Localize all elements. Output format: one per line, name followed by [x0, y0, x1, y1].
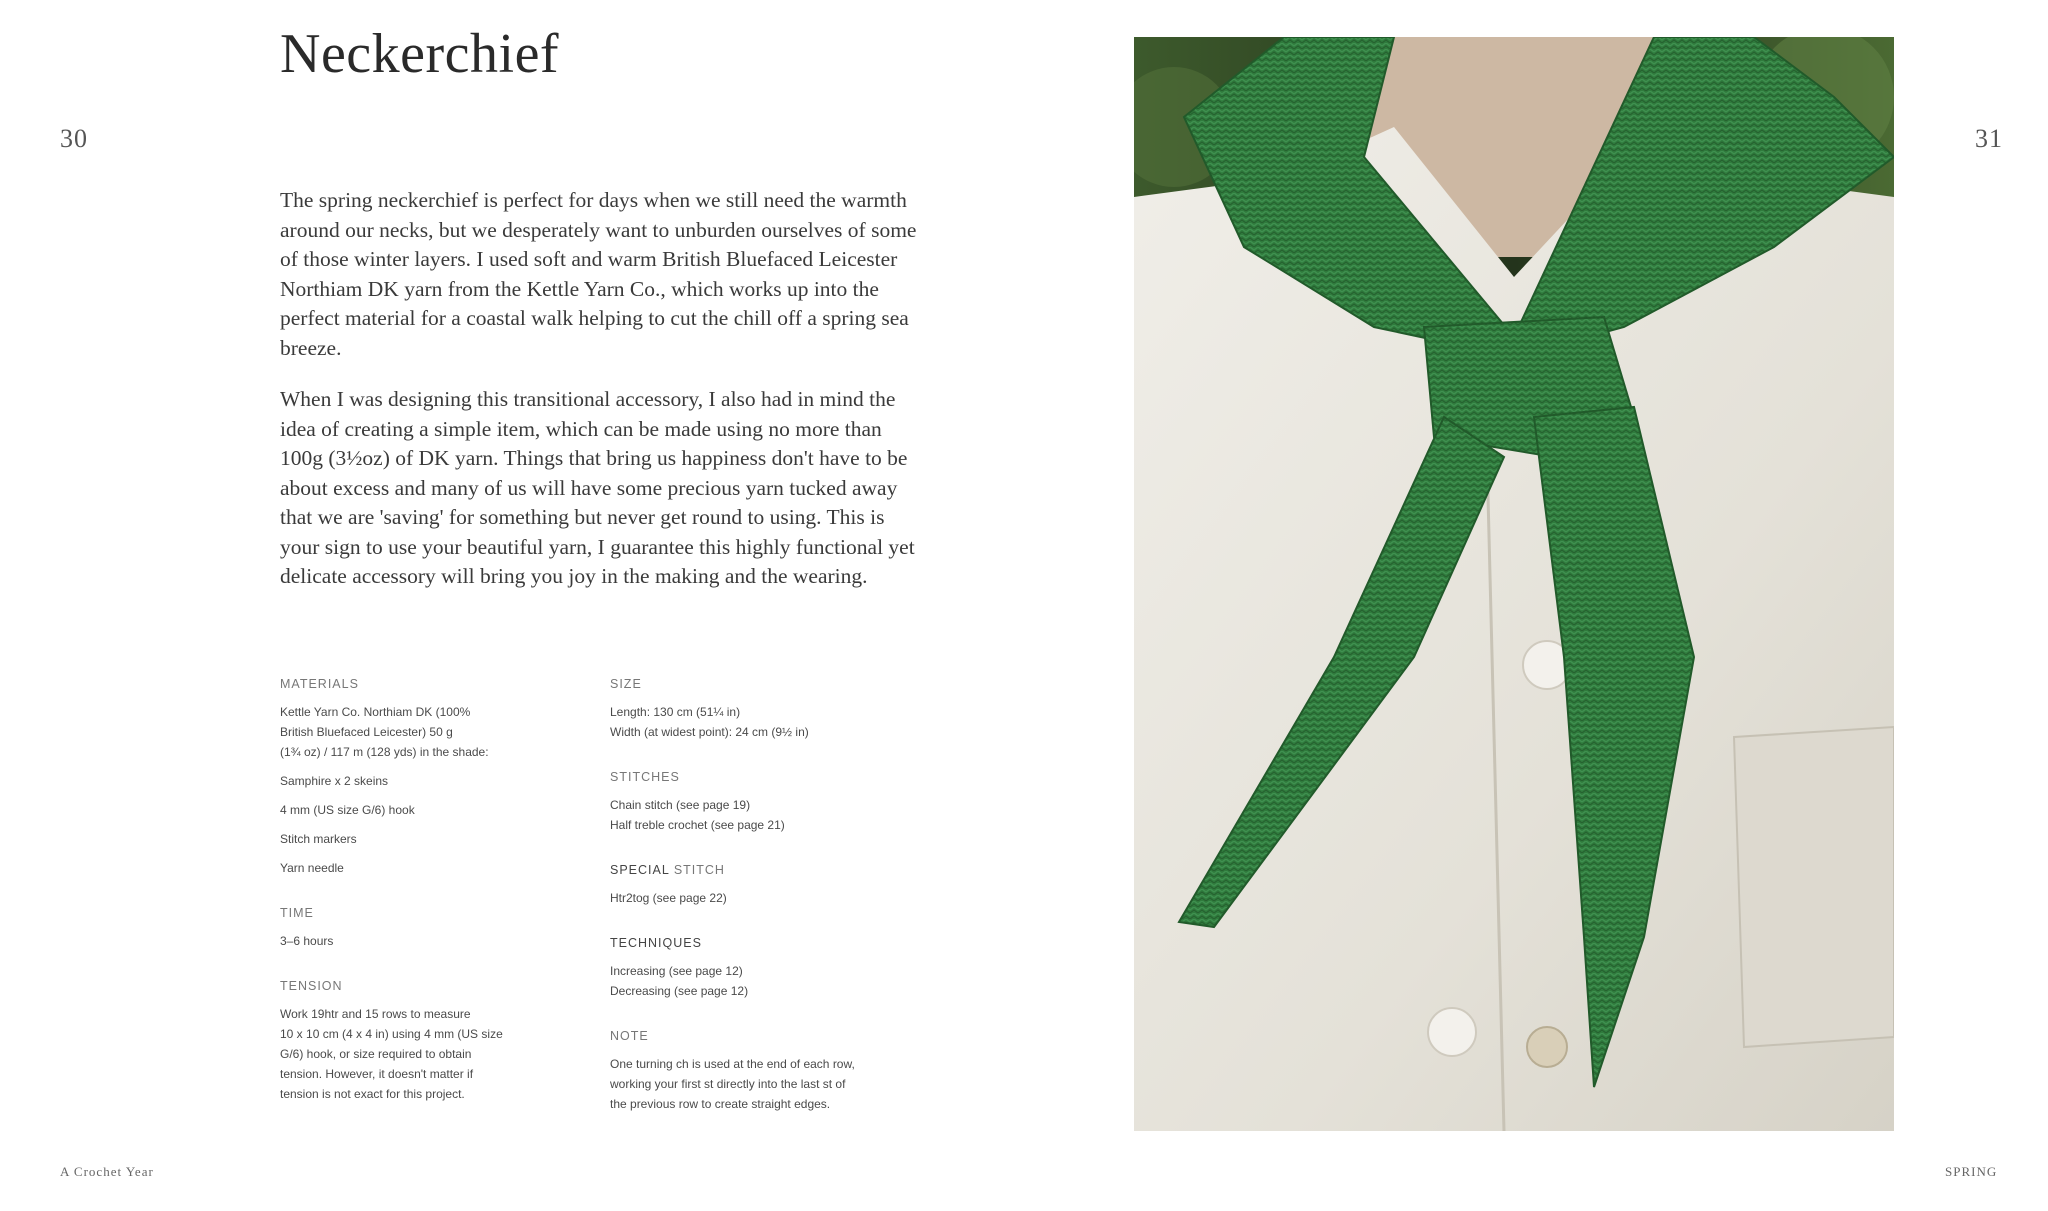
stitches-line: Half treble crochet (see page 21)	[610, 818, 785, 832]
tension-line: G/6) hook, or size required to obtain	[280, 1047, 472, 1061]
footer-book-title: A Crochet Year	[60, 1164, 154, 1179]
tension-line: 10 x 10 cm (4 x 4 in) using 4 mm (US size	[280, 1027, 503, 1041]
materials-item: 4 mm (US size G/6) hook	[280, 803, 415, 817]
materials-heading: MATERIALS	[280, 677, 359, 691]
special-stitch-heading-part2: STITCH	[669, 863, 725, 877]
shirt-pocket	[1734, 727, 1894, 1047]
special-stitch-heading	[610, 863, 940, 877]
size-heading: SIZE	[610, 677, 642, 691]
left-page-number: 30	[60, 124, 88, 153]
time-heading: TIME	[280, 906, 314, 920]
tension-line: tension. However, it doesn't matter if	[280, 1067, 474, 1081]
time-value: 3–6 hours	[280, 934, 334, 948]
size-section	[610, 677, 940, 742]
materials-section	[280, 677, 580, 878]
techniques-heading	[610, 936, 940, 950]
intro-paragraph-1: The spring neckerchief is perfect for days when we still need the warmth around our necks, but we desperately want to unburden ourselves of some of those winter layers. I used soft and warm British Bluefaced Leicester Northiam DK yarn from the Kettle Yarn Co., which works up into the perfect material for a coastal walk helping to cut the chill off a spring sea breeze.	[280, 188, 917, 360]
neckerchief-photo	[1134, 37, 1894, 1131]
tension-line: Work 19htr and 15 rows to measure	[280, 1007, 471, 1021]
materials-line: Kettle Yarn Co. Northiam DK (100%	[280, 705, 471, 719]
size-line: Length: 130 cm (51¼ in)	[610, 705, 741, 719]
footer-section-name: SPRING	[1945, 1164, 1998, 1179]
special-stitch-section	[610, 863, 940, 908]
shirt-button-icon	[1428, 1008, 1476, 1056]
note-heading: NOTE	[610, 1029, 649, 1043]
materials-item: Stitch markers	[280, 832, 357, 846]
note-line: the previous row to create straight edges.	[610, 1097, 831, 1111]
materials-item: Samphire x 2 skeins	[280, 774, 389, 788]
shirt-button-icon	[1527, 1027, 1567, 1067]
note-line: One turning ch is used at the end of each row,	[610, 1057, 855, 1071]
special-stitch-line: Htr2tog (see page 22)	[610, 891, 727, 905]
info-column-right	[610, 677, 940, 1142]
techniques-line: Increasing (see page 12)	[610, 964, 743, 978]
time-section	[280, 906, 580, 951]
note-line: working your first st directly into the last st of	[610, 1077, 846, 1091]
tension-line: tension is not exact for this project.	[280, 1087, 465, 1101]
stitches-line: Chain stitch (see page 19)	[610, 798, 751, 812]
neckerchief-illustration	[1134, 37, 1894, 1131]
special-stitch-heading-part1: SPECIAL	[610, 863, 670, 877]
intro-paragraph-2: When I was designing this transitional accessory, I also had in mind the idea of creating a simple item, which can be made using no more than 100g (3½oz) of DK yarn. Things that bring us happiness don't have to be about excess and many of us will have some precious yarn tucked away that we are 'saving' for something but never get round to using. This is your sign to use your beautiful yarn, I guarantee this highly functional yet delicate accessory will bring you joy in the making and the wearing.	[280, 387, 915, 588]
techniques-heading-text: TECHNIQUES	[610, 936, 702, 950]
intro-text	[280, 186, 920, 614]
size-line: Width (at widest point): 24 cm (9½ in)	[610, 725, 809, 739]
note-section	[610, 1029, 940, 1114]
tension-section	[280, 979, 580, 1104]
techniques-line: Decreasing (see page 12)	[610, 984, 749, 998]
right-page-number: 31	[1975, 124, 2003, 153]
stitches-section	[610, 770, 940, 835]
info-column-left	[280, 677, 580, 1132]
techniques-section	[610, 936, 940, 1001]
tension-heading: TENSION	[280, 979, 343, 993]
materials-line: British Bluefaced Leicester) 50 g	[280, 725, 453, 739]
page-title: Neckerchief	[280, 23, 560, 85]
stitches-heading: STITCHES	[610, 770, 680, 784]
materials-item: Yarn needle	[280, 861, 344, 875]
materials-line: (1¾ oz) / 117 m (128 yds) in the shade:	[280, 745, 489, 759]
